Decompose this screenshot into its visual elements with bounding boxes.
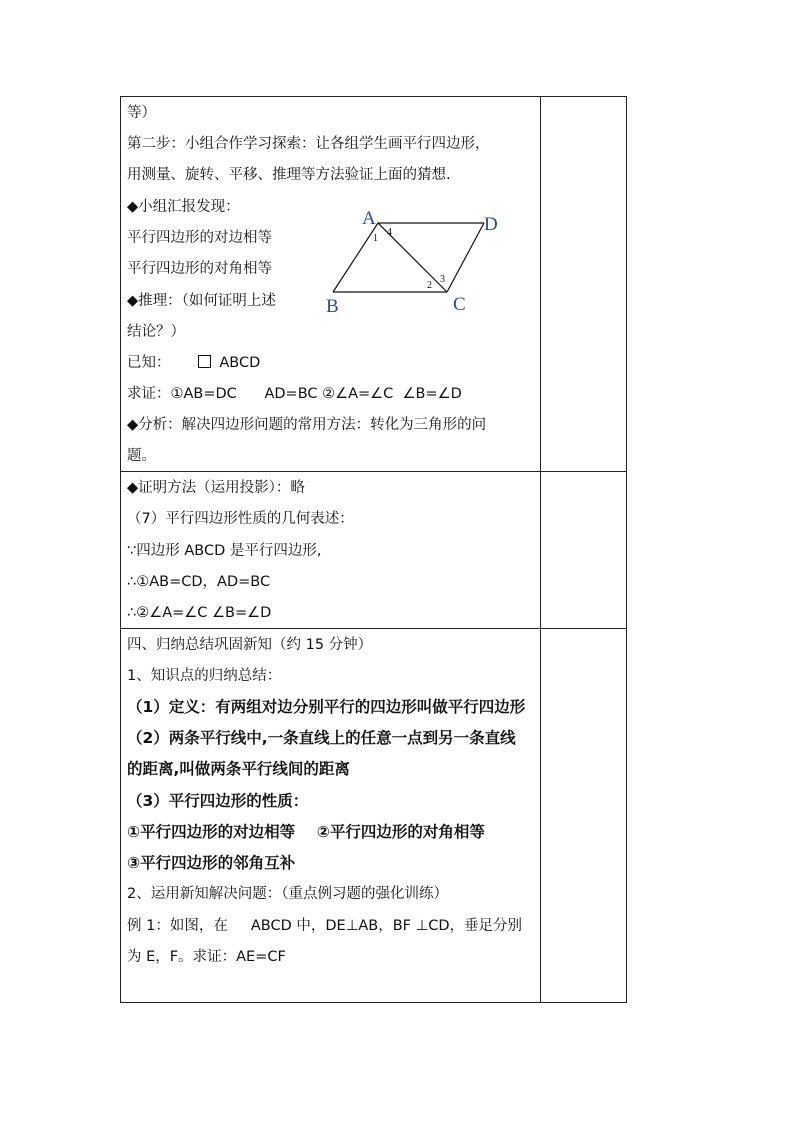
vertex-label-a: A: [362, 208, 376, 229]
row-divider-1: [120, 471, 627, 472]
definition-line: 的距离,叫做两条平行线间的距离: [127, 760, 350, 778]
text-line: ∵四边形 ABCD 是平行四边形,: [127, 543, 322, 559]
example-line: 例 1：如图，在 ABCD 中，DE⊥AB，BF ⊥CD，垂足分别: [127, 918, 523, 934]
text-line: 第二步：小组合作学习探索：让各组学生画平行四边形，: [127, 136, 490, 152]
angle-label-2: 2: [427, 280, 432, 291]
table-border-top: [120, 96, 627, 97]
table-border-left: [120, 96, 121, 1003]
subheading: 2、运用新知解决问题：（重点例习题的强化训练）: [127, 886, 448, 902]
text-line: ∴①AB=CD，AD=BC: [127, 574, 271, 590]
finding-line: 平行四边形的对角相等: [127, 261, 272, 277]
text-line: 用测量、旋转、平移、推理等方法验证上面的猜想.: [127, 167, 451, 183]
finding-line: 平行四边形的对边相等: [127, 230, 272, 246]
text-line: ◆证明方法（运用投影）：略: [127, 480, 305, 496]
text-line: （7）平行四边形性质的几何表述：: [127, 511, 354, 527]
property-heading: （3）平行四边形的性质：: [127, 792, 309, 810]
table-border-bottom: [120, 1002, 627, 1003]
reasoning-line: ◆推理：（如何证明上述: [127, 293, 276, 309]
angle-label-3: 3: [440, 274, 445, 285]
property-line: ①平行四边形的对边相等 ②平行四边形的对角相等: [127, 823, 485, 841]
angle-label-4: 4: [387, 227, 392, 238]
prove-line: 求证：①AB=DC AD=BC ②∠A=∠C ∠B=∠D: [127, 386, 462, 402]
side-ab: [333, 223, 378, 292]
side-dc: [447, 223, 484, 292]
report-heading: ◆小组汇报发现：: [127, 199, 240, 215]
angle-label-1: 1: [373, 233, 378, 244]
vertex-label-c: C: [453, 294, 466, 315]
definition-line: （1）定义：有两组对边分别平行的四边形叫做平行四边形: [127, 698, 526, 716]
example-line: 为 E，F。求证：AE=CF: [127, 949, 286, 965]
parallelogram-figure: [320, 200, 510, 320]
analysis-line: 题。: [127, 448, 156, 464]
given-label: 已知：: [127, 355, 171, 371]
row-divider-2: [120, 628, 627, 629]
parallelogram-symbol-icon: [198, 355, 211, 368]
column-divider: [540, 96, 541, 1003]
definition-line: （2）两条平行线中,一条直线上的任意一点到另一条直线: [127, 729, 516, 747]
section-title: 四、归纳总结巩固新知（约 15 分钟）: [127, 637, 373, 653]
vertex-label-b: B: [326, 296, 339, 317]
subheading: 1、知识点的归纳总结：: [127, 668, 282, 684]
property-line: ③平行四边形的邻角互补: [127, 854, 296, 872]
reasoning-line: 结论？）: [127, 324, 185, 340]
vertex-label-d: D: [484, 214, 498, 235]
text-line: ∴②∠A=∠C ∠B=∠D: [127, 605, 272, 621]
text-line: 等）: [127, 105, 156, 121]
table-border-right: [626, 96, 627, 1003]
analysis-line: ◆分析：解决四边形问题的常用方法：转化为三角形的问: [127, 417, 487, 433]
given-line: [127, 353, 260, 373]
given-value: ABCD: [219, 355, 261, 371]
